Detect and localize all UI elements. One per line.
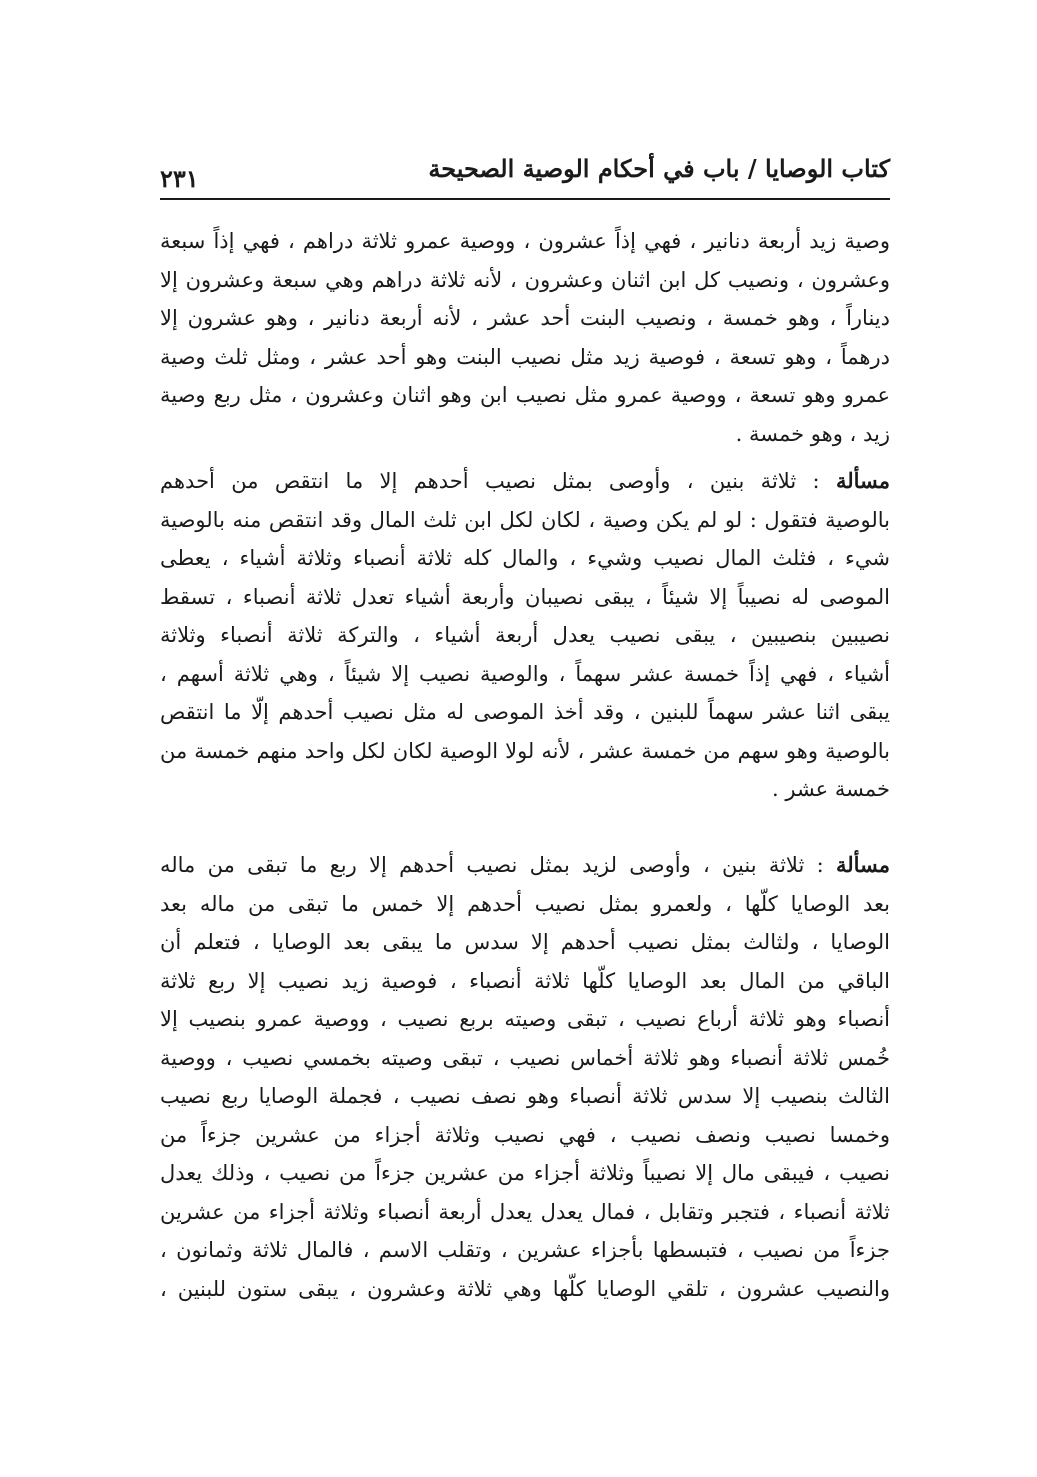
text-line: بعد الوصايا كلّها ، ولعمرو بمثل نصيب أحدهم إلا خمس ما تبقى من ماله بعد xyxy=(160,891,890,916)
page-number: ٢٣١ xyxy=(160,164,199,193)
text-line: أنصباء وهو ثلاثة أرباع نصيب ، تبقى وصيته بربع نصيب ، ووصية عمرو بنصيب إلا xyxy=(160,1007,890,1031)
paragraph-2 xyxy=(160,462,890,809)
text-line xyxy=(160,462,890,501)
text-line: شيء ، فثلث المال نصيب وشيء ، والمال كله ثلاثة أنصباء وثلاثة أشياء ، يعطى xyxy=(160,546,890,570)
paragraph-3 xyxy=(160,846,890,1308)
text-line: نصيبين بنصيبين ، يبقى نصيب يعدل أربعة أشياء ، والتركة ثلاثة أنصباء وثلاثة xyxy=(160,623,890,647)
text-line: جزءاً من نصيب ، فتبسطها بأجزاء عشرين ، وتقلب الاسم ، فالمال ثلاثة وثمانون ، xyxy=(160,1238,890,1262)
text-line: درهماً ، وهو تسعة ، فوصية زيد مثل نصيب البنت وهو أحد عشر ، ومثل ثلث وصية xyxy=(160,344,890,369)
text-line: وخمسا نصيب ونصف نصيب ، فهي نصيب وثلاثة أجزاء من عشرين جزءاً من xyxy=(160,1122,890,1147)
masala-label: مسألة xyxy=(835,468,890,493)
text-line: عمرو وهو تسعة ، ووصية عمرو مثل نصيب ابن وهو اثنان وعشرون ، مثل ربع وصية xyxy=(160,383,890,407)
text-line: الموصى له نصيباً إلا شيئاً ، يبقى نصيبان وأربعة أشياء تعدل ثلاثة أنصباء ، تسقط xyxy=(160,584,890,609)
masala-label: مسألة xyxy=(835,852,890,877)
text-line: وعشرون ، ونصيب كل ابن اثنان وعشرون ، لأنه ثلاثة دراهم وهي سبعة وعشرون إلا xyxy=(160,267,890,292)
text-line: بالوصية وهو سهم من خمسة عشر ، لأنه لولا الوصية لكان لكل واحد منهم خمسة من xyxy=(160,738,890,763)
text-line: ثلاثة أنصباء ، فتجبر وتقابل ، فمال يعدل يعدل أربعة أنصباء وثلاثة أجزاء من عشرين xyxy=(160,1199,890,1224)
text-line-rest: : ثلاثة بنين ، وأوصى لزيد بمثل نصيب أحدهم إلا ربع ما تبقى من ماله xyxy=(160,853,836,877)
text-line: نصيب ، فيبقى مال إلا نصيباً وثلاثة أجزاء من عشرين جزءاً من نصيب ، وذلك يعدل xyxy=(160,1161,890,1185)
text-line: خمسة عشر . xyxy=(772,777,890,801)
text-line: أشياء ، فهي إذاً خمسة عشر سهماً ، والوصية نصيب إلا شيئاً ، وهي ثلاثة أسهم ، xyxy=(160,661,890,686)
header-rule xyxy=(160,198,890,200)
text-line: الثالث بنصيب إلا سدس ثلاثة أنصباء وهو نصف نصيب ، فجملة الوصايا ربع نصيب xyxy=(160,1084,890,1108)
text-line: وصية زيد أربعة دنانير ، فهي إذاً عشرون ، ووصية عمرو ثلاثة دراهم ، فهي إذاً سبعة xyxy=(160,229,890,253)
running-title: كتاب الوصايا / باب في أحكام الوصية الصحيحة xyxy=(428,154,890,183)
text-line: بالوصية فتقول : لو لم يكن وصية ، لكان لكل ابن ثلث المال وقد انتقص منه بالوصية xyxy=(160,507,890,532)
text-line: زيد ، وهو خمسة . xyxy=(735,421,890,446)
page-header xyxy=(160,150,890,194)
text-line: ديناراً ، وهو خمسة ، ونصيب البنت أحد عشر ، لأنه أربعة دنانير ، وهو عشرون إلا xyxy=(160,306,890,330)
text-line xyxy=(160,846,890,885)
paragraph-1 xyxy=(160,222,890,453)
text-line: يبقى اثنا عشر سهماً للبنين ، وقد أخذ الموصى له مثل نصيب أحدهم إلّا ما انتقص xyxy=(160,700,890,724)
text-line: خُمس ثلاثة أنصباء وهو ثلاثة أخماس نصيب ، تبقى وصيته بخمسي نصيب ، ووصية xyxy=(160,1045,890,1070)
text-line: الباقي من المال بعد الوصايا كلّها ثلاثة أنصباء ، فوصية زيد نصيب إلا ربع ثلاثة xyxy=(160,968,890,993)
text-line: الوصايا ، ولثالث بمثل نصيب أحدهم إلا سدس ما يبقى بعد الوصايا ، فتعلم أن xyxy=(160,930,890,954)
text-line-rest: : ثلاثة بنين ، وأوصى بمثل نصيب أحدهم إلا ما انتقص من أحدهم xyxy=(160,469,836,493)
text-line: والنصيب عشرون ، تلقي الوصايا كلّها وهي ثلاثة وعشرون ، يبقى ستون للبنين ، xyxy=(160,1276,890,1301)
